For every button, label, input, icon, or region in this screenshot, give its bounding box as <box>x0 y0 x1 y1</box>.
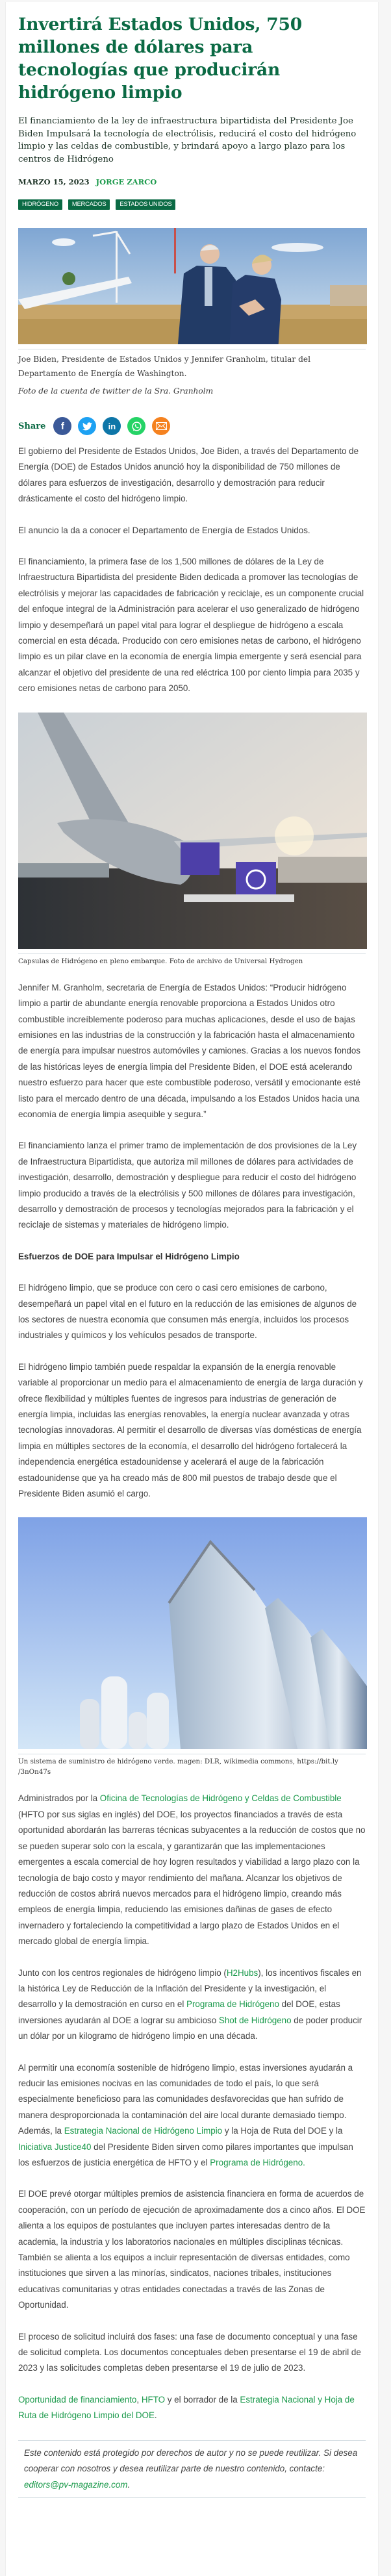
photo-biden-granholm <box>18 228 367 344</box>
twitter-icon <box>82 422 92 431</box>
text: y el borrador de la <box>165 2394 240 2405</box>
paragraph <box>18 2392 366 2424</box>
linkedin-share-button[interactable] <box>103 417 121 435</box>
paragraph <box>18 1965 366 2045</box>
email-share-button[interactable] <box>152 417 170 435</box>
figure-caption: Capsulas de Hidrógeno en pleno embarque. Foto de archivo de Universal Hydrogen <box>18 957 303 965</box>
link-estrategia-hoja-ruta[interactable]: Estrategia Nacional y Hoja de Ruta de Hidrógeno Limpio del DOE <box>18 2394 355 2421</box>
link-justice40[interactable]: Iniciativa Justice40 <box>18 2141 92 2152</box>
photo-credit: Foto de la cuenta de twitter de la Sra. Granholm <box>18 386 214 396</box>
text: de poder producir un dólar por un kilogramo de hidrógeno limpio en una década. <box>18 2015 362 2041</box>
tag-mercados[interactable]: MERCADOS <box>68 199 110 210</box>
link-hfto-office[interactable]: Oficina de Tecnologías de Hidrógeno y Celdas de Combustible <box>99 1793 342 1804</box>
photo-hydrogen-capsules-aircraft <box>18 713 367 949</box>
tag-hidrogeno[interactable]: HIDRÓGENO <box>18 199 62 210</box>
share-bar <box>18 417 366 435</box>
link-programa-hidrogeno-2[interactable]: Programa de Hidrógeno. <box>210 2158 305 2167</box>
linkedin-icon: in <box>108 421 116 431</box>
share-label: Share <box>18 421 46 431</box>
text: Administrados por la <box>18 1793 100 1804</box>
article-body <box>18 444 366 2424</box>
text: del DOE, estas inversiones ayudarán al DOE a lograr su ambicioso <box>18 1999 340 2025</box>
figure-caption: Un sistema de suministro de hidrógeno verde. magen: DLR, wikimedia commons, https://bit.ly /3nOn47s <box>18 1758 338 1776</box>
email-icon <box>156 422 167 430</box>
figure-hydrogen-supply <box>18 1517 366 1777</box>
notice-end: . <box>127 2479 131 2490</box>
figure-biden-granholm <box>18 228 366 398</box>
figure-caption <box>18 352 366 398</box>
text: ), los incentivos fiscales en la histórica Ley de Reducción de la Inflación del Presidente y la investigación, el desarrollo y la demostración en curso en el <box>18 1967 362 2010</box>
caption-text: Joe Biden, Presidente de Estados Unidos y Jennifer Granholm, titular del Departamento de Energía de Washington. <box>18 355 311 378</box>
tag-estados-unidos[interactable]: ESTADOS UNIDOS <box>116 199 175 210</box>
copyright-notice <box>18 2440 366 2498</box>
link-hfto[interactable]: HFTO <box>141 2394 166 2405</box>
section-heading: Esfuerzos de DOE para Impulsar el Hidrógeno Limpio <box>18 1251 240 1261</box>
paragraph: Jennifer M. Granholm, secretaria de Energía de Estados Unidos: “Producir hidrógeno limpio a partir de abundante energía renovable proporciona a Estados Unidos otro combustible increíblemente poderoso para muchas aplicaciones, desde el uso de bajas emisiones en las industrias de la construcción y la fabricación hasta el almacenamiento de energía para impulsar nuestros automóviles y camiones. Gracias a los nuevos fondos de las históricas leyes de energía limpia del Presidente Biden, el DOE está acelerando nuestro esfuerzo para hacer que este combustible poderoso, versátil y emocionante esté listo para el mercado dentro de una década, impulsando a los Estados Unidos hacia una economía de energía limpia asequible y segura.” <box>18 982 361 1119</box>
photo-hydrogen-supply-system <box>18 1517 367 1749</box>
article-card <box>5 2 379 2576</box>
paragraph: El proceso de solicitud incluirá dos fases: una fase de documento conceptual y una fase de solicitud completa. Los documentos conceptuales deben presentarse el 19 de abril de 2023 y las solicitudes completas deben presentarse el 19 de julio de 2023. <box>18 2331 361 2373</box>
link-shot-hidrogeno[interactable]: Shot de Hidrógeno <box>218 2015 292 2025</box>
text: . <box>154 2410 157 2421</box>
paragraph: El hidrógeno limpio, que se produce con cero o casi cero emisiones de carbono, desempeñará un papel vital en el futuro en la reducción de las emisiones de algunos de los sectores de nuestra economía que consumen más energía, incluidos los procesos industriales y químicos y los vehículos pesados de transporte. <box>18 1283 357 1341</box>
text: del Presidente Biden sirven como pilares importantes que impulsan los esfuerzos de justicia energética de HFTO y el <box>18 2141 353 2167</box>
facebook-icon: f <box>60 420 64 432</box>
article-title: Invertirá Estados Unidos, 750 millones de dólares para tecnologías que producirán hidrógeno limpio <box>18 14 302 103</box>
paragraph <box>18 2060 366 2171</box>
whatsapp-icon <box>131 421 142 432</box>
link-estrategia-nacional[interactable]: Estrategia Nacional de Hidrógeno Limpio <box>64 2126 223 2136</box>
article-meta <box>18 176 366 188</box>
figure-hydrogen-capsules <box>18 713 366 966</box>
paragraph: El gobierno del Presidente de Estados Unidos, Joe Biden, a través del Departamento de Energía (DOE) de Estados Unidos anunció hoy la disponibilidad de 750 millones de dólares para esfuerzos de investigación, desarrollo y demostración para reducir drásticamente el costo del hidrógeno limpio. <box>18 446 359 504</box>
paragraph: El hidrógeno limpio también puede respaldar la expansión de la energía renovable variable al proporcionar un medio para el almacenamiento de energía de larga duración y ofrece flexibilidad y múltiples fuentes de ingresos para industrias de generación de energía limpia, incluidas las energías renovables, la energía nuclear avanzada y otras tecnologías innovadoras. Al permitir el desarrollo de diversas vías domésticas de energía limpia en múltiples sectores de la economía, el desarrollo del hidrógeno fortalecerá la independencia energética estadounidense y acelerará el auge de la fabricación estadounidense que ya ha creado más de 800 mil puestos de trabajo desde que el Presidente Biden asumió el cargo. <box>18 1361 363 1499</box>
link-programa-hidrogeno[interactable]: Programa de Hidrógeno <box>186 1999 279 2010</box>
paragraph: El DOE prevé otorgar múltiples premios de asistencia financiera en forma de acuerdos de cooperación, con un período de ejecución de aproximadamente dos a cinco años. El DOE alienta a los equipos de postulantes que incluyen partes interesadas dentro de la academia, la industria y los laboratorios nacionales en múltiples disciplinas técnicas. También se alienta a los equipos a incluir representación de diversas entidades, como instituciones que sirven a las minorías, sindicatos, naciones tribales, instituciones educativas comunitarias y otras entidades conectadas a través de las Zonas de Oportunidad. <box>18 2189 366 2310</box>
twitter-share-button[interactable] <box>78 417 96 435</box>
text: , <box>136 2394 142 2405</box>
editors-email-link[interactable]: editors@pv-magazine.com <box>24 2479 128 2490</box>
link-h2hubs[interactable]: H2Hubs <box>226 1967 259 1978</box>
publish-date: MARZO 15, 2023 <box>18 177 90 186</box>
paragraph <box>18 1791 366 1949</box>
paragraph: El financiamiento, la primera fase de los 1,500 millones de dólares de la Ley de Infraestructura Bipartidista del presidente Biden dedicada a promover las tecnologías de electrólisis y mejorar las capacidades de fabricación y reciclaje, es un componente crucial del enfoque integral de la Administración para acelerar el uso generalizado de hidrógeno limpio y desempeñará un papel vital para lograr el despliegue de hidrógeno a escala comercial en esta década. Producido con cero emisiones netas de carbono, el hidrógeno limpio es un pilar clave en la economía de energía limpia emergente y será esencial para alcanzar el objetivo del presidente de una red eléctrica 100 por ciento limpia para 2035 y cero emisiones netas de carbono para 2050. <box>18 557 364 694</box>
text: y la Hoja de Ruta del DOE y la <box>222 2126 343 2136</box>
text: (HFTO por sus siglas en inglés) del DOE, los proyectos financiados a través de esta oportunidad abordarán las barreras técnicas subyacentes a la reducción de costos que no se pueden superar solo con la escala, y garantizarán que las implementaciones emergentes a escala comercial de hoy logren resultados y viabilidad a largo plazo con la tecnología de bajo costo y mayor rendimiento del mañana. Alcanzar los objetivos de reducción de costos abrirá nuevos mercados para el hidrógeno limpio, creando más empleos de energía limpia, reduciendo las emisiones dañinas de gases de efecto invernadero y fortaleciendo la competitividad a largo plazo de Estados Unidos en el mercado global de energía limpia. <box>18 1809 366 1947</box>
text: Al permitir una economía sostenible de hidrógeno limpio, estas inversiones ayudarán a reducir las emisiones nocivas en las comunidades de todo el país, lo que será especialmente beneficioso para las comunidades desfavorecidas que han sufrido de manera desproporcionada la contaminación del aire local durante demasiado tiempo. Además, la <box>18 2062 353 2136</box>
caption-divider <box>18 953 366 954</box>
paragraph: El anuncio la da a conocer el Departamento de Energía de Estados Unidos. <box>18 525 310 535</box>
link-oportunidad-financiamiento[interactable]: Oportunidad de financiamiento <box>18 2394 137 2405</box>
author-link[interactable]: JORGE ZARCO <box>95 177 157 186</box>
paragraph: El financiamiento lanza el primer tramo de implementación de dos provisiones de la Ley de Infraestructura Bipartidista, que autoriza mil millones de dólares para actividades de investigación, desarrollo, demostración y despliegue para reducir el costo del hidrógeno limpio producido a través de la electrólisis y 500 millones de dólares para investigación, desarrollo y demostración de procesos y tecnologías mejorados para la fabricación y el reciclaje de sistemas y materiales de hidrógeno limpio. <box>18 1141 357 1230</box>
facebook-share-button[interactable] <box>53 417 71 435</box>
text: Junto con los centros regionales de hidrógeno limpio ( <box>18 1967 227 1978</box>
whatsapp-share-button[interactable] <box>127 417 145 435</box>
tag-list <box>18 199 366 210</box>
article-subtitle: El financiamiento de la ley de infraestructura bipartidista del Presidente Joe Biden Impulsará la tecnología de electrólisis, reducirá el costo del hidrógeno limpio y las celdas de combustible, y brindará apoyo a largo plazo para los centros de Hidrógeno <box>18 116 357 164</box>
notice-text: Este contenido está protegido por derechos de autor y no se puede reutilizar. Si desea cooperar con nosotros y desea reutilizar parte de nuestro contenido, contacte: <box>24 2447 358 2474</box>
